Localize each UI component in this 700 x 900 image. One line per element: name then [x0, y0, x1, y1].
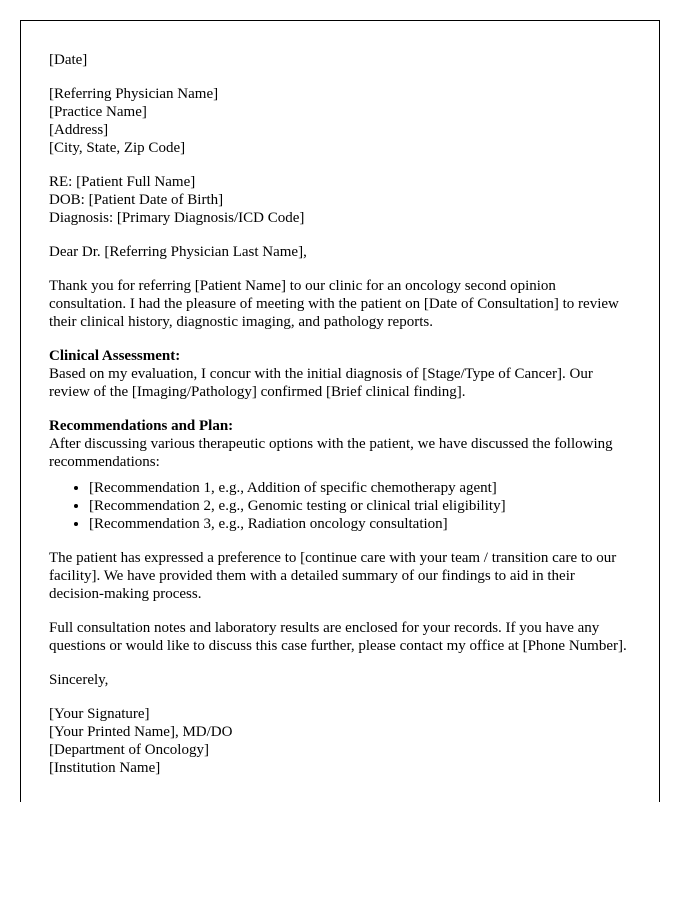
re-block [49, 173, 631, 227]
signature-line: [Your Signature] [49, 706, 150, 722]
re-patient: RE: [Patient Full Name] [49, 174, 196, 190]
institution-name: [Institution Name] [49, 760, 161, 776]
assessment-heading: Clinical Assessment: [49, 348, 181, 364]
recommendation-list [49, 479, 631, 533]
plan-section [49, 417, 631, 471]
assessment-section [49, 347, 631, 401]
salutation: Dear Dr. [Referring Physician Last Name], [49, 244, 307, 260]
plan-heading: Recommendations and Plan: [49, 418, 234, 434]
intro-paragraph: Thank you for referring [Patient Name] to our clinic for an oncology second opinion consultation. I had the pleasure of meeting with the patient on [Date of Consultation] to review their clinical history, diagnostic imaging, and pathology reports. [49, 278, 619, 330]
recommendation-item: • [Recommendation 2, e.g., Genomic testing or clinical trial eligibility] [89, 497, 631, 515]
recommendation-item: • [Recommendation 3, e.g., Radiation oncology consultation] [89, 515, 631, 533]
re-dob: DOB: [Patient Date of Birth] [49, 192, 224, 208]
recommendation-item: • [Recommendation 1, e.g., Addition of specific chemotherapy agent] [89, 479, 631, 497]
re-diagnosis: Diagnosis: [Primary Diagnosis/ICD Code] [49, 210, 305, 226]
printed-name: [Your Printed Name], MD/DO [49, 724, 233, 740]
assessment-text: Based on my evaluation, I concur with the initial diagnosis of [Stage/Type of Cancer]. Our review of the [Imaging/Pathology] confirmed [Brief clinical finding]. [49, 366, 593, 400]
date-text: [Date] [49, 52, 88, 68]
signoff: Sincerely, [49, 672, 109, 688]
recipient-practice: [Practice Name] [49, 104, 147, 120]
recipient-physician: [Referring Physician Name] [49, 86, 219, 102]
recipient-block [49, 85, 631, 157]
recipient-city-state-zip: [City, State, Zip Code] [49, 140, 186, 156]
department-name: [Department of Oncology] [49, 742, 209, 758]
letter-date [49, 51, 631, 69]
preference-paragraph: The patient has expressed a preference to [continue care with your team / transition care to our facility]. We have provided them with a detailed summary of our findings to aid in their decision-making process. [49, 550, 617, 602]
letter-page [20, 20, 660, 802]
recipient-address: [Address] [49, 122, 109, 138]
plan-text: After discussing various therapeutic options with the patient, we have discussed the following recommendations: [49, 436, 613, 470]
closing-note-paragraph: Full consultation notes and laboratory results are enclosed for your records. If you have any questions or would like to discuss this case further, please contact my office at [Phone Number]. [49, 620, 627, 654]
signature-block [49, 705, 631, 777]
